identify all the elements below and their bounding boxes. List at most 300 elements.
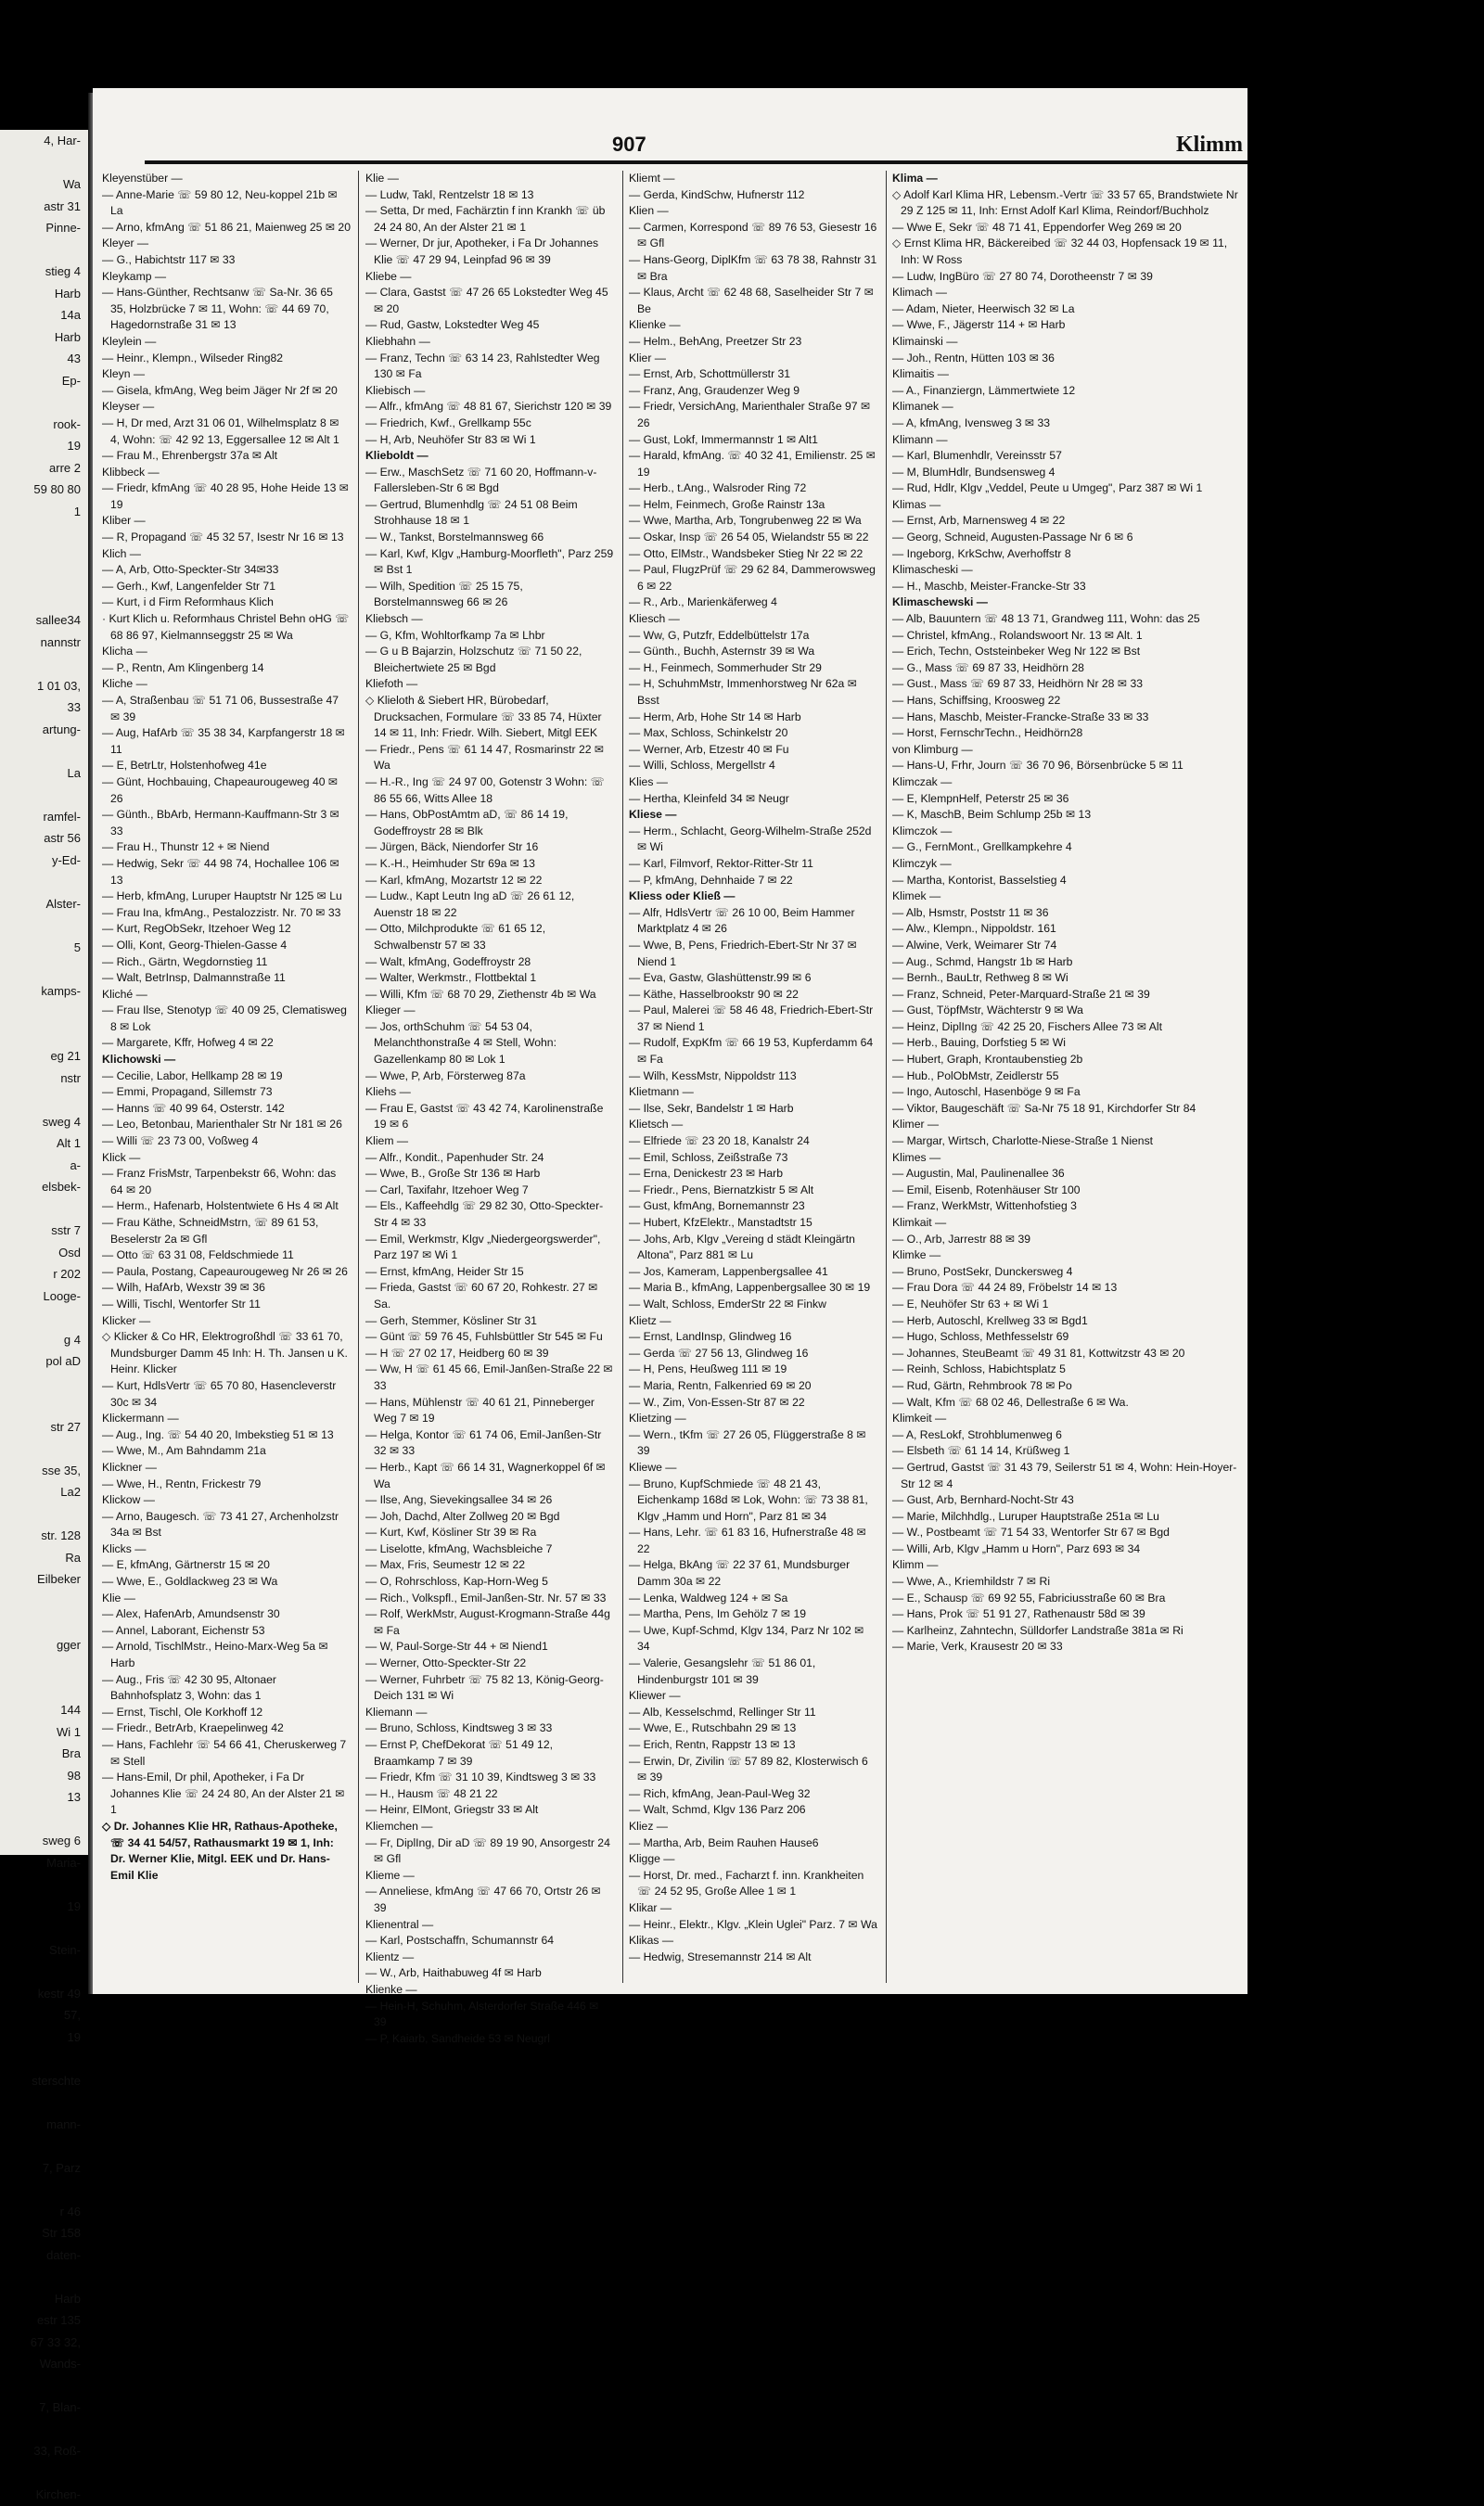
- previous-page-line: artung-: [42, 722, 81, 736]
- directory-entry: — H ☏ 27 02 17, Heidberg 60 ✉ 39: [365, 1346, 549, 1360]
- directory-entry: · Kurt Klich u. Reformhaus Christel Behn oHG ☏ 68 86 97, Kielmannseggstr 25 ✉ Wa: [102, 612, 350, 642]
- directory-entry: — Hedwig, Stresemannstr 214 ✉ Alt: [629, 1950, 812, 1963]
- directory-entry: — Alfr, HdlsVertr ☏ 26 10 00, Beim Hammer Marktplatz 4 ✉ 26: [629, 905, 855, 936]
- surname-heading: Klimczak —: [892, 774, 953, 788]
- directory-entry: — H.-R., Ing ☏ 24 97 00, Gotenstr 3 Wohn: ☏ 86 55 66, Witts Allee 18: [365, 774, 605, 805]
- directory-entry: — Friedr, VersichAng, Marienthaler Straße 97 ✉ 26: [629, 400, 871, 429]
- surname-heading: Kliebhahn —: [365, 334, 430, 348]
- directory-entry: — A., Finanziergn, Lämmertwiete 12: [892, 383, 1076, 397]
- surname-heading: Kliebe —: [365, 269, 412, 283]
- surname-heading: Kliemchen —: [365, 1819, 433, 1833]
- directory-entry: — Rich., Gärtn, Wegdornstieg 11: [102, 954, 268, 968]
- directory-entry: — Annel, Laborant, Eichenstr 53: [102, 1623, 265, 1637]
- previous-page-line: [0, 2179, 88, 2201]
- directory-entry: — Hugo, Schloss, Methfesselstr 69: [892, 1330, 1069, 1344]
- directory-entry: — Werner, Otto-Speckter-Str 22: [365, 1656, 527, 1670]
- directory-entry: — Hans, Mühlenstr ☏ 40 61 21, Pinneberger Weg 7 ✉ 19: [365, 1395, 595, 1426]
- surname-heading: Klieme —: [365, 1868, 415, 1882]
- directory-entry: — Wwe, A., Kriemhildstr 7 ✉ Ri: [892, 1575, 1051, 1589]
- directory-entry: — Otto, ElMstr., Wandsbeker Stieg Nr 22 ✉ 22: [629, 546, 864, 560]
- directory-entry: — G u B Bajarzin, Holzschutz ☏ 71 50 22, Bleichertwiete 25 ✉ Bgd: [365, 645, 582, 674]
- surname-heading: Klimes —: [892, 1150, 941, 1164]
- directory-entry: — Horst, FernschrTechn., Heidhörn28: [892, 726, 1083, 740]
- previous-page-line: [0, 1373, 88, 1395]
- directory-entry: — Jürgen, Bäck, Niendorfer Str 16: [365, 840, 539, 854]
- previous-page-line: Maria-: [46, 1855, 81, 1870]
- directory-entry: — Helm, Feinmech, Große Rainstr 13a: [629, 497, 825, 511]
- previous-page-line: 144: [60, 1703, 81, 1717]
- running-head: Klimm: [1176, 133, 1243, 157]
- directory-entry: — Lenka, Waldweg 124 + ✉ Sa: [629, 1591, 788, 1605]
- previous-page-line: Osd: [58, 1245, 81, 1259]
- directory-entry: — Frau M., Ehrenbergstr 37a ✉ Alt: [102, 449, 278, 463]
- previous-page-line: elsbek-: [42, 1180, 81, 1194]
- surname-heading: Klima —: [892, 172, 938, 185]
- surname-heading: Kliemann —: [365, 1705, 428, 1719]
- surname-heading: Klimczok —: [892, 824, 953, 837]
- previous-page-line: a-: [70, 1157, 81, 1172]
- previous-page-line: [0, 2266, 88, 2288]
- directory-entry: — G., FernMont., Grellkampkehre 4: [892, 840, 1072, 854]
- directory-entry: — Rich., Volkspfl., Emil-Janßen-Str. Nr. 57 ✉ 33: [365, 1591, 607, 1605]
- surname-heading: Kliber —: [102, 514, 146, 528]
- previous-page-line: 67 33 32,: [30, 2334, 81, 2349]
- directory-entry: — Viktor, Baugeschäft ☏ Sa-Nr 75 18 91, Kirchdorfer Str 84: [892, 1101, 1196, 1115]
- directory-entry: — Wwe, B, Pens, Friedrich-Ebert-Str Nr 37 ✉ Niend 1: [629, 938, 857, 968]
- directory-entry: — Martha, Kontorist, Basselstieg 4: [892, 873, 1067, 887]
- surname-heading: Klimer —: [892, 1118, 940, 1132]
- directory-entry: — Kurt, HdlsVertr ☏ 65 70 80, Hasencleverstr 30c ✉ 34: [102, 1378, 337, 1409]
- directory-entry: — Johannes, SteuBeamt ☏ 49 31 81, Kottwitzstr 43 ✉ 20: [892, 1346, 1185, 1360]
- surname-heading: Klicker —: [102, 1313, 151, 1327]
- previous-page-lines: [0, 130, 88, 2506]
- directory-entry: — Walt, Schmd, Klgv 136 Parz 206: [629, 1803, 806, 1817]
- directory-entry: — Gerda ☏ 27 56 13, Glindweg 16: [629, 1346, 809, 1360]
- directory-entry: — P, Kaiarb, Sandheide 53 ✉ Neugrl: [365, 2031, 551, 2045]
- surname-heading: Klikas —: [629, 1934, 674, 1948]
- directory-entry: — Franz, WerkMstr, Wittenhofstieg 3: [892, 1199, 1077, 1213]
- directory-entry: — Max, Fris, Seumestr 12 ✉ 22: [365, 1558, 526, 1572]
- directory-entry: — A, Arb, Otto-Speckter-Str 34✉33: [102, 563, 279, 577]
- directory-entry: — Margarete, Kffr, Hofweg 4 ✉ 22: [102, 1036, 274, 1050]
- directory-entry: — W., Zim, Von-Essen-Str 87 ✉ 22: [629, 1395, 805, 1409]
- column-2: [365, 171, 614, 2045]
- previous-page-line: Bra: [61, 1746, 81, 1760]
- previous-page-line: astr 56: [44, 831, 81, 845]
- directory-entry: — Wilh, HafArb, Wexstr 39 ✉ 36: [102, 1281, 265, 1295]
- directory-entry: — Karlheinz, Zahntechn, Sülldorfer Landstraße 381a ✉ Ri: [892, 1623, 1183, 1637]
- directory-entry: — Heinz, DiplIng ☏ 42 25 20, Fischers Allee 73 ✉ Alt: [892, 1019, 1163, 1033]
- directory-entry: — Karl, Kwf, Klgv „Hamburg-Moorfleth", Parz 259 ✉ Bst 1: [365, 546, 614, 577]
- directory-entry: — Valerie, Gesangslehr ☏ 51 86 01, Hindenburgstr 101 ✉ 39: [629, 1656, 816, 1686]
- previous-page-line: 33, Roß-: [33, 2444, 81, 2458]
- surname-heading: Klimach —: [892, 286, 947, 300]
- previous-page-line: Kirchen-: [35, 2487, 81, 2501]
- surname-heading: Klien —: [629, 204, 669, 218]
- directory-entry: — Heinr, ElMont, Griegstr 33 ✉ Alt: [365, 1803, 539, 1817]
- surname-heading: Klimczyk —: [892, 856, 952, 870]
- directory-entry: — Herm., Schlacht, Georg-Wilhelm-Straße 252d ✉ Wi: [629, 824, 872, 854]
- previous-page-line: Pinne-: [45, 221, 81, 235]
- directory-entry: — Hans, Fachlehr ☏ 54 66 41, Cheruskerweg 7 ✉ Stell: [102, 1738, 347, 1768]
- directory-entry: — Setta, Dr med, Fachärztin f inn Krankh ☏ üb 24 24 80, An der Alster 21 ✉ 1: [365, 204, 606, 234]
- surname-heading: Klimainski —: [892, 334, 958, 348]
- directory-entry: — Herb, kfmAng, Luruper Hauptstr Nr 125 ✉ Lu: [102, 889, 342, 903]
- directory-entry: — Herb., Kapt ☏ 66 14 31, Wagnerkoppel 6f ✉ Wa: [365, 1460, 606, 1490]
- directory-entry: — Bruno, Schloss, Kindtsweg 3 ✉ 33: [365, 1721, 553, 1735]
- directory-entry: — Leo, Betonbau, Marienthaler Str Nr 181 ✉ 26: [102, 1118, 342, 1132]
- directory-entry: — Alw., Klempn., Nippoldstr. 161: [892, 922, 1056, 936]
- directory-entry: — Willi, Schloss, Mergellstr 4: [629, 759, 775, 773]
- previous-page-line: [0, 1089, 88, 1111]
- directory-entry: — Ingo, Autoschl, Hasenböge 9 ✉ Fa: [892, 1085, 1081, 1099]
- directory-entry: — Frau Käthe, SchneidMstrn, ☏ 89 61 53, Beselerstr 2a ✉ Gfl: [102, 1216, 319, 1246]
- directory-entry: — Olli, Kont, Georg-Thielen-Gasse 4: [102, 938, 288, 952]
- directory-entry: — Hanns ☏ 40 99 64, Osterstr. 142: [102, 1101, 285, 1115]
- directory-entry: — Klaus, Archt ☏ 62 48 68, Saselheider Str 7 ✉ Be: [629, 286, 874, 315]
- directory-entry: — Emil, Schloss, Zeißstraße 73: [629, 1150, 788, 1164]
- directory-entry: — Otto ☏ 63 31 08, Feldschmiede 11: [102, 1248, 294, 1262]
- surname-heading: Kliewer —: [629, 1689, 681, 1703]
- directory-entry: — Els., Kaffeehdlg ☏ 29 82 30, Otto-Speckter-Str 4 ✉ 33: [365, 1199, 604, 1229]
- surname-heading: Kliem —: [365, 1134, 409, 1148]
- previous-page-line: 43: [67, 352, 81, 365]
- directory-entry: — Alex, HafenArb, Amundsenstr 30: [102, 1607, 280, 1621]
- page-number: 907: [612, 133, 646, 156]
- directory-entry: — Elsbeth ☏ 61 14 14, Krüßweg 1: [892, 1444, 1070, 1458]
- directory-entry: — P, kfmAng, Dehnhaide 7 ✉ 22: [629, 873, 793, 887]
- previous-page-line: [0, 958, 88, 980]
- directory-entry: — Cecilie, Labor, Hellkamp 28 ✉ 19: [102, 1068, 283, 1082]
- directory-entry: — W., Arb, Haithabuweg 4f ✉ Harb: [365, 1966, 542, 1980]
- previous-page-line: [0, 1656, 88, 1678]
- directory-entry: — Ernst, LandInsp, Glindweg 16: [629, 1330, 792, 1344]
- previous-page-line: 14a: [60, 308, 81, 322]
- previous-page-line: kamps-: [41, 983, 81, 998]
- previous-page-line: [0, 653, 88, 675]
- previous-page-line: nstr: [60, 1070, 81, 1085]
- directory-entry: — Martha, Arb, Beim Rauhen Hause6: [629, 1835, 819, 1849]
- directory-entry: — R, Propagand ☏ 45 32 57, Isestr Nr 16 ✉ 13: [102, 531, 344, 544]
- previous-page-line: Ep-: [61, 373, 81, 388]
- previous-page-line: 1 01 03,: [37, 678, 81, 693]
- directory-entry: — Erich, Techn, Oststeinbeker Weg Nr 122 ✉ Bst: [892, 645, 1141, 658]
- directory-entry: — Ludw, Takl, Rentzelstr 18 ✉ 13: [365, 187, 534, 201]
- directory-entry: ◇ Adolf Karl Klima HR, Lebensm.-Vertr ☏ 33 57 65, Brandstwiete Nr 29 Z 125 ✉ 11, Inh: Ernst Adolf Karl Klima, Reindorf/Buchholz: [892, 187, 1238, 218]
- surname-heading: Klietz —: [629, 1313, 672, 1327]
- directory-entry: — H., Feinmech, Sommerhuder Str 29: [629, 660, 822, 674]
- directory-entry: — Gerh, Stemmer, Kösliner Str 31: [365, 1313, 537, 1327]
- directory-entry: — Herb, Autoschl, Krellweg 33 ✉ Bgd1: [892, 1313, 1088, 1327]
- directory-entry: — Carl, Taxifahr, Itzehoer Weg 7: [365, 1183, 529, 1196]
- previous-page-line: [0, 1503, 88, 1526]
- directory-entry: — Eva, Gastw, Glashüttenstr.99 ✉ 6: [629, 971, 812, 985]
- directory-entry: — Hans-Emil, Dr phil, Apotheker, i Fa Dr Johannes Klie ☏ 24 24 80, An der Alster 21 ✉ 1: [102, 1771, 345, 1817]
- surname-heading: Klimkeit —: [892, 1412, 947, 1426]
- previous-page-line: [0, 1024, 88, 1046]
- directory-entry: — Franz, Ang, Graudenzer Weg 9: [629, 383, 800, 397]
- directory-entry: — Heinr., Elektr., Klgv. „Klein Uglei" Parz. 7 ✉ Wa: [629, 1917, 877, 1931]
- directory-entry: — Walt, kfmAng, Godeffroystr 28: [365, 954, 531, 968]
- directory-entry: — G., Mass ☏ 69 87 33, Heidhörn 28: [892, 660, 1084, 674]
- directory-entry: ◇ Dr. Johannes Klie HR, Rathaus-Apotheke, ☏ 34 41 54/57, Rathausmarkt 19 ✉ 1, Inh: Dr. Werner Klie, Mitgl. EEK und Dr. Hans-Emil Klie: [102, 1819, 338, 1882]
- directory-entry: — Bernh., BauLtr, Rethweg 8 ✉ Wi: [892, 971, 1068, 985]
- directory-entry: — Friedr., Pens, Biernatzkistr 5 ✉ Alt: [629, 1183, 814, 1196]
- directory-entry: — Ilse, Sekr, Bandelstr 1 ✉ Harb: [629, 1101, 794, 1115]
- previous-page-line: [0, 2375, 88, 2397]
- directory-entry: — Ernst, Tischl, Ole Korkhoff 12: [102, 1705, 263, 1719]
- surname-heading: Klimascheski —: [892, 563, 973, 577]
- directory-entry: — Werner, Dr jur, Apotheker, i Fa Dr Johannes Klie ☏ 47 29 94, Leinpfad 96 ✉ 39: [365, 237, 599, 266]
- directory-page: [93, 88, 1247, 2045]
- column-1: [102, 171, 351, 1985]
- directory-entry: — Karl, Blumenhdlr, Vereinsstr 57: [892, 449, 1062, 463]
- previous-page-line: Alt 1: [56, 1136, 81, 1150]
- directory-entry: — Max, Schloss, Schinkelstr 20: [629, 726, 788, 740]
- directory-entry: — Heinr., Klempn., Wilseder Ring82: [102, 351, 284, 364]
- surname-heading: Kliesch —: [629, 612, 680, 626]
- previous-page-line: [0, 1591, 88, 1613]
- directory-entry: — Wilh, KessMstr, Nippoldstr 113: [629, 1068, 797, 1082]
- directory-entry: — Karl, Postschaffn, Schumannstr 64: [365, 1934, 554, 1948]
- directory-entry: — Kurt, RegObSekr, Itzehoer Weg 12: [102, 922, 291, 936]
- surname-heading: Kleylein —: [102, 334, 157, 348]
- previous-page-line: Ra: [65, 1550, 81, 1565]
- directory-entry: — Aug., Fris ☏ 42 30 95, Altonaer Bahnhofsplatz 3, Wohn: das 1: [102, 1672, 276, 1703]
- directory-entry: — Hans-U, Frhr, Journ ☏ 36 70 96, Börsenbrücke 5 ✉ 11: [892, 759, 1183, 773]
- directory-entry: — E, KlempnHelf, Peterstr 25 ✉ 36: [892, 791, 1069, 805]
- directory-entry: — H, Pens, Heußweg 111 ✉ 19: [629, 1362, 787, 1376]
- directory-entry: — Friedr, kfmAng ☏ 40 28 95, Hohe Heide 13 ✉ 19: [102, 481, 349, 511]
- directory-entry: — Franz FrisMstr, Tarpenbekstr 66, Wohn: das 64 ✉ 20: [102, 1167, 337, 1196]
- directory-entry: — Wwe, Martha, Arb, Tongrubenweg 22 ✉ Wa: [629, 514, 862, 528]
- surname-heading: Kliche —: [102, 677, 147, 691]
- surname-heading: Kleyn —: [102, 367, 146, 381]
- directory-entry: — Frau Dora ☏ 44 24 89, Fröbelstr 14 ✉ 13: [892, 1281, 1118, 1295]
- directory-entry: — Herm, Arb, Hohe Str 14 ✉ Harb: [629, 710, 801, 723]
- previous-page-line: 19: [67, 2029, 81, 2044]
- previous-page-line: arre 2: [49, 460, 81, 475]
- surname-heading: Klick —: [102, 1150, 141, 1164]
- directory-entry: — M, BlumHdlr, Bundsensweg 4: [892, 465, 1055, 479]
- directory-entry: — Bruno, PostSekr, Dunckersweg 4: [892, 1264, 1073, 1278]
- directory-entry: — Hans, Maschb, Meister-Francke-Straße 33 ✉ 33: [892, 710, 1149, 723]
- previous-page-line: 13: [67, 1790, 81, 1804]
- previous-page-line: sterschte: [32, 2073, 81, 2088]
- surname-heading: Klikar —: [629, 1900, 672, 1914]
- directory-entry: — E, Neuhöfer Str 63 + ✉ Wi 1: [892, 1297, 1049, 1311]
- surname-heading: Kleykamp —: [102, 269, 167, 283]
- surname-heading: Kliché —: [102, 987, 147, 1001]
- directory-entry: — Werner, Fuhrbetr ☏ 75 82 13, König-Georg-Deich 131 ✉ Wi: [365, 1672, 604, 1703]
- previous-page-line: 1: [73, 504, 81, 518]
- directory-entry: — Wwe, E., Goldlackweg 23 ✉ Wa: [102, 1575, 278, 1589]
- previous-page-line: eg 21: [50, 1049, 81, 1063]
- previous-page-line: stieg 4: [45, 264, 81, 278]
- previous-page-line: Alster-: [45, 896, 81, 911]
- surname-heading: Klienke —: [629, 318, 681, 332]
- directory-entry: — Marie, Verk, Krausestr 20 ✉ 33: [892, 1640, 1063, 1654]
- surname-heading: Klimkait —: [892, 1216, 947, 1229]
- directory-entry: — Franz, Schneid, Peter-Marquard-Straße 21 ✉ 39: [892, 987, 1150, 1001]
- directory-entry: — Otto, Milchprodukte ☏ 61 65 12, Schwalbenstr 57 ✉ 33: [365, 922, 546, 952]
- directory-entry: — Karl, kfmAng, Mozartstr 12 ✉ 22: [365, 873, 543, 887]
- directory-entry: — Hein-H, Schuhm, Alsterdorfer Straße 446 ✉ 39: [365, 1999, 599, 2029]
- directory-entry: — Herb., Bauing, Dorfstieg 5 ✉ Wi: [892, 1036, 1066, 1050]
- surname-heading: Klieger —: [365, 1004, 416, 1017]
- directory-entry: — Paul, Malerei ☏ 58 46 48, Friedrich-Ebert-Str 37 ✉ Niend 1: [629, 1004, 874, 1033]
- surname-heading: Klier —: [629, 351, 666, 364]
- directory-entry: ◇ Klicker & Co HR, Elektrogroßhdl ☏ 33 61 70, Mundsburger Damm 45 Inh: H. Th. Jansen u K. Heinr. Klicker: [102, 1330, 348, 1376]
- surname-heading: Klietmann —: [629, 1085, 694, 1099]
- directory-entry: — Maria B., kfmAng, Lappenbergsallee 30 ✉ 19: [629, 1281, 871, 1295]
- directory-entry: — Joh., Rentn, Hütten 103 ✉ 36: [892, 351, 1055, 364]
- directory-entry: — Paula, Postang, Capeaurougeweg Nr 26 ✉ 26: [102, 1264, 348, 1278]
- previous-page-line: [0, 1198, 88, 1221]
- surname-heading: Klie —: [102, 1591, 135, 1605]
- directory-entry: — Friedr, Kfm ☏ 31 10 39, Kindtsweg 3 ✉ 33: [365, 1771, 596, 1784]
- previous-page-line: Wa: [62, 177, 81, 191]
- directory-entry: — Günth., Buchh, Asternstr 39 ✉ Wa: [629, 645, 815, 658]
- column-3: [629, 171, 877, 1985]
- previous-page-line: kestr 49: [37, 1986, 81, 2001]
- previous-page-line: [0, 2135, 88, 2157]
- directory-entry: — Walt, Schloss, EmderStr 22 ✉ Finkw: [629, 1297, 826, 1311]
- surname-heading: Klich —: [102, 546, 141, 560]
- previous-page-line: sstr 7: [51, 1223, 81, 1237]
- previous-page-line: nannstr: [40, 634, 81, 649]
- directory-entry: — H, Arb, Neuhöfer Str 83 ✉ Wi 1: [365, 432, 536, 446]
- directory-entry: — Christel, kfmAng., Rolandswoort Nr. 13 ✉ Alt. 1: [892, 628, 1143, 642]
- directory-entry: — Gust, kfmAng, Bornemannstr 23: [629, 1199, 805, 1213]
- previous-page-line: 7, Parz: [42, 2160, 81, 2175]
- directory-entry: — Anneliese, kfmAng ☏ 47 66 70, Ortstr 26 ✉ 39: [365, 1885, 601, 1914]
- directory-entry: — Herm., Hafenarb, Holstentwiete 6 Hs 4 ✉ Alt: [102, 1199, 339, 1213]
- directory-entry: — Käthe, Hasselbrookstr 90 ✉ 22: [629, 987, 799, 1001]
- directory-entry: — Johs, Arb, Klgv „Vereing d städt Kleingärtn Altona", Parz 881 ✉ Lu: [629, 1232, 855, 1262]
- surname-heading: von Klimburg —: [892, 742, 973, 756]
- directory-entry: — Günt ☏ 59 76 45, Fuhlsbüttler Str 545 ✉ Fu: [365, 1330, 603, 1344]
- surname-heading: Klienke —: [365, 1982, 417, 1996]
- previous-page-line: 5: [73, 940, 81, 954]
- directory-entry: — Werner, Arb, Etzestr 40 ✉ Fu: [629, 742, 789, 756]
- directory-entry: — Kurt, Kwf, Kösliner Str 39 ✉ Ra: [365, 1526, 537, 1540]
- previous-page-line: [0, 566, 88, 588]
- surname-heading: Klietzing —: [629, 1412, 686, 1426]
- previous-page-line: [0, 152, 88, 174]
- directory-entry: — Oskar, Insp ☏ 26 54 05, Wielandstr 55 ✉ 22: [629, 531, 869, 544]
- directory-entry: — Willi ☏ 23 73 00, Voßweg 4: [102, 1134, 259, 1148]
- directory-entry: — Augustin, Mal, Paulinenallee 36: [892, 1167, 1065, 1181]
- page-header: [93, 133, 1247, 160]
- directory-entry: — Helga, BkAng ☏ 22 37 61, Mundsburger Damm 30a ✉ 22: [629, 1558, 851, 1589]
- directory-entry: — K, MaschB, Beim Schlump 25b ✉ 13: [892, 808, 1092, 822]
- directory-entry: — Hans-Georg, DiplKfm ☏ 63 78 38, Rahnstr 31 ✉ Bra: [629, 252, 877, 283]
- previous-page-line: 19: [67, 439, 81, 453]
- directory-entry: — Arno, kfmAng ☏ 51 86 21, Maienweg 25 ✉ 20: [102, 220, 351, 234]
- surname-heading: Klicha —: [102, 645, 147, 658]
- directory-entry: — Carmen, Korrespond ☏ 89 76 53, Giesestr 16 ✉ Gfl: [629, 220, 877, 250]
- directory-entry: — Willi, Tischl, Wentorfer Str 11: [102, 1297, 261, 1311]
- surname-heading: Klienentral —: [365, 1917, 434, 1931]
- previous-page-line: gger: [56, 1637, 81, 1652]
- previous-page-line: [0, 784, 88, 806]
- previous-page-line: 59 80 80: [33, 482, 81, 496]
- previous-page-line: rook-: [53, 416, 81, 431]
- directory-entry: — Friedrich, Kwf., Grellkamp 55c: [365, 416, 531, 429]
- previous-page-line: 4, Har-: [44, 134, 81, 147]
- surname-heading: Kligge —: [629, 1852, 675, 1866]
- directory-entry: — Jos, orthSchuhm ☏ 54 53 04, Melanchthonstraße 4 ✉ Stell, Wohn: Gazellenkamp 80 ✉ Lok 1: [365, 1019, 556, 1067]
- previous-page-line: Wands-: [39, 2357, 81, 2371]
- previous-page-line: Looge-: [43, 1288, 81, 1303]
- directory-entry: — Rolf, WerkMstr, August-Krogmann-Straße 44g ✉ Fa: [365, 1607, 610, 1637]
- directory-entry: — Harald, kfmAng. ☏ 40 32 41, Emilienstr. 25 ✉ 19: [629, 449, 876, 479]
- directory-entry: — Gust, TöpfMstr, Wächterstr 9 ✉ Wa: [892, 1004, 1083, 1017]
- directory-entry: — Gust., Mass ☏ 69 87 33, Heidhörn Nr 28 ✉ 33: [892, 677, 1143, 691]
- directory-entry: — Karl, Filmvorf, Rektor-Ritter-Str 11: [629, 856, 813, 870]
- directory-entry: — H., Hausm ☏ 48 21 22: [365, 1786, 498, 1800]
- previous-page-line: [0, 544, 88, 567]
- previous-page-line: [0, 2048, 88, 2070]
- surname-heading: Klies —: [629, 774, 668, 788]
- directory-entry: — Wwe, M., Am Bahndamm 21a: [102, 1444, 266, 1458]
- previous-page-line: pol aD: [45, 1354, 81, 1368]
- directory-entry: — Alb, Bauuntern ☏ 48 13 71, Grandweg 111, Wohn: das 25: [892, 612, 1200, 626]
- previous-page-line: [0, 1678, 88, 1700]
- directory-entry: — Elfriede ☏ 23 20 18, Kanalstr 24: [629, 1134, 810, 1148]
- directory-entry: — Emmi, Propagand, Sillemstr 73: [102, 1085, 273, 1099]
- directory-entry: — W., Tankst, Borstelmannsweg 66: [365, 531, 544, 544]
- surname-heading: Kliez —: [629, 1819, 668, 1833]
- directory-entry: — Ludw., Kapt Leutn Ing aD ☏ 26 61 12, Auenstr 18 ✉ 22: [365, 889, 575, 919]
- directory-entry: — Günt, Hochbauing, Chapeaurougeweg 40 ✉ 26: [102, 774, 339, 805]
- directory-entry: — Ww, G, Putzfr, Eddelbüttelstr 17a: [629, 628, 810, 642]
- directory-entry: — Alb, Hsmstr, Poststr 11 ✉ 36: [892, 905, 1049, 919]
- previous-page-line: [0, 588, 88, 610]
- directory-entry: — R., Arb., Marienkäferweg 4: [629, 595, 777, 609]
- directory-entry: — Frau Ilse, Stenotyp ☏ 40 09 25, Clematisweg 8 ✉ Lok: [102, 1004, 347, 1033]
- directory-entry: ◇ Ernst Klima HR, Bäckereibed ☏ 32 44 03, Hopfensack 19 ✉ 11, Inh: W Ross: [892, 237, 1228, 266]
- previous-page-line: sweg 4: [42, 1114, 81, 1129]
- previous-page-line: g 4: [63, 1332, 81, 1347]
- directory-entry: — Gertrud, Blumenhdlg ☏ 24 51 08 Beim Strohhause 18 ✉ 1: [365, 497, 578, 528]
- previous-page-line: [0, 1873, 88, 1896]
- directory-entry: — K.-H., Heimhuder Str 69a ✉ 13: [365, 856, 535, 870]
- directory-entry: — Gerda, KindSchw, Hufnerstr 112: [629, 187, 805, 201]
- previous-page-line: Harb: [54, 329, 81, 344]
- surname-heading: Klie —: [365, 172, 399, 185]
- directory-entry: — Erwin, Dr, Zivilin ☏ 57 89 82, Klosterwisch 6 ✉ 39: [629, 1754, 868, 1784]
- directory-entry: — Ernst, kfmAng, Heider Str 15: [365, 1264, 524, 1278]
- directory-entry: — Gerh., Kwf, Langenfelder Str 71: [102, 579, 275, 593]
- directory-entry: — Hans, Prok ☏ 51 91 27, Rathenaustr 58d ✉ 39: [892, 1607, 1145, 1621]
- directory-entry: — Ludw, IngBüro ☏ 27 80 74, Dorotheenstr 7 ✉ 39: [892, 269, 1153, 283]
- directory-entry: — Emil, Werkmstr, Klgv „Niedergeorgswerder", Parz 197 ✉ Wi 1: [365, 1232, 601, 1262]
- surname-heading: Kleyer —: [102, 237, 149, 250]
- surname-heading: Klimann —: [892, 432, 948, 446]
- directory-entry: — E, BetrLtr, Holstenhofweg 41e: [102, 759, 267, 773]
- surname-heading: Klientz —: [365, 1950, 415, 1963]
- surname-heading: Kleyser —: [102, 400, 155, 414]
- directory-entry: — Gertrud, Gastst ☏ 31 43 79, Seilerstr 51 ✉ 4, Wohn: Hein-Hoyer-Str 12 ✉ 4: [892, 1460, 1237, 1490]
- surname-heading: Kliefoth —: [365, 677, 418, 691]
- previous-page-line: [0, 1809, 88, 1831]
- previous-page-line: La2: [60, 1485, 81, 1499]
- directory-entry: — G., Habichtstr 117 ✉ 33: [102, 252, 236, 266]
- directory-entry: — Alb, Kesselschmd, Rellinger Str 11: [629, 1705, 816, 1719]
- previous-page-line: [0, 239, 88, 262]
